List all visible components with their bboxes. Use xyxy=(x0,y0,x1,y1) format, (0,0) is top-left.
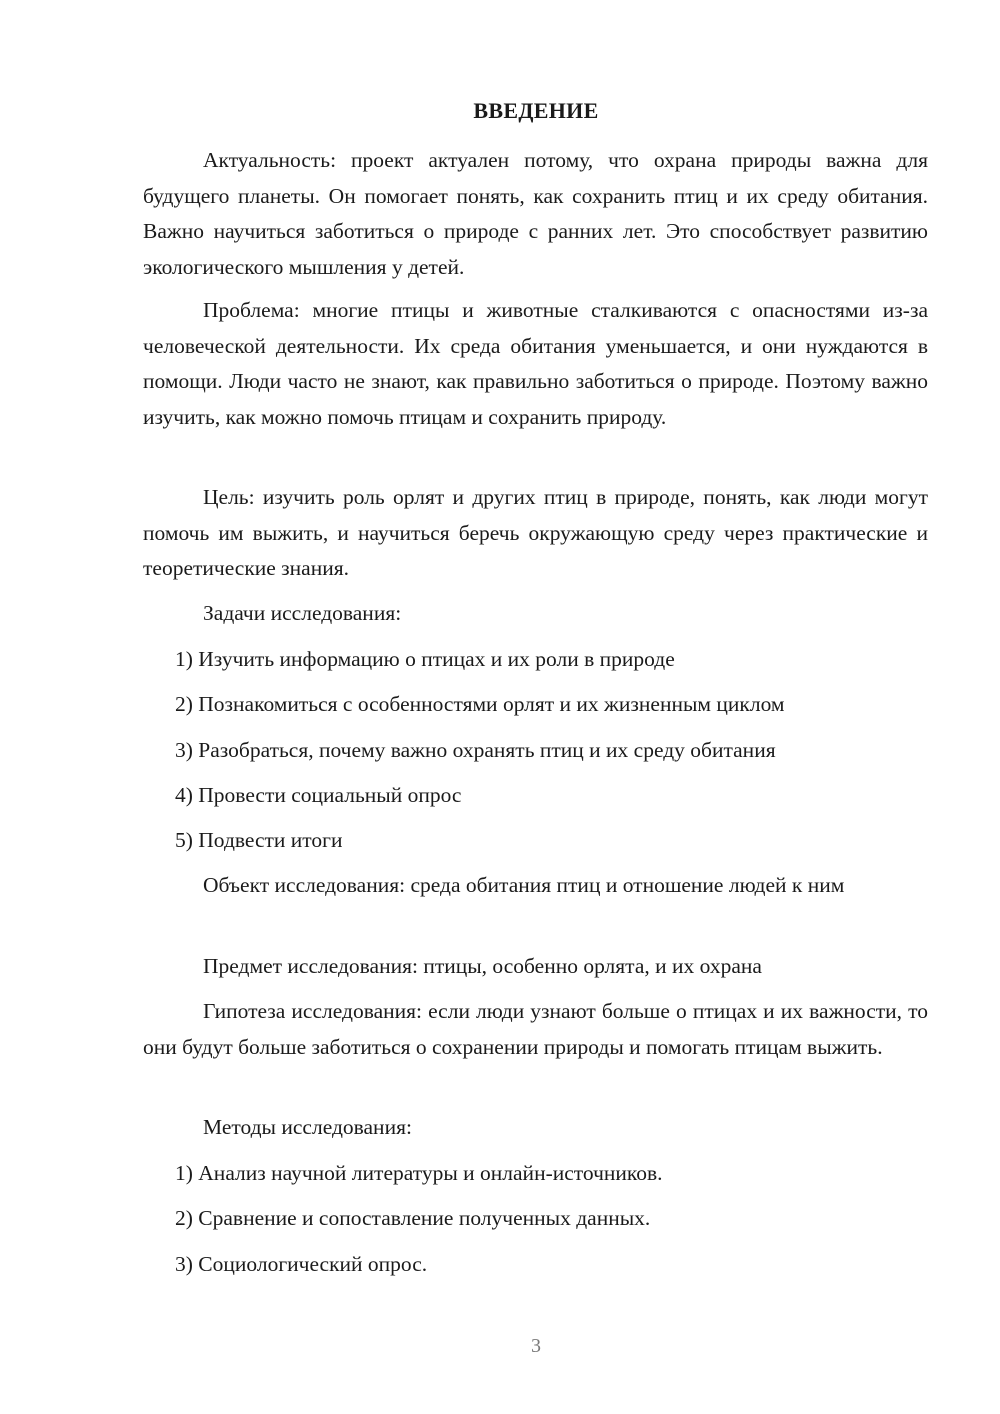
relevance-paragraph: Актуальность: проект актуален потому, что охрана природы важна для будущего планеты. Он помогает понять, как сохранить птиц и их среду обитания. Важно научиться заботиться о природе с ранних лет. Это способствует развитию экологического мышления у детей. xyxy=(143,148,928,279)
problem-paragraph: Проблема: многие птицы и животные сталкиваются с опасностями из-за человеческой деятельности. Их среда обитания уменьшается, и они нуждаются в помощи. Люди часто не знают, как правильно заботиться о природе. Поэтому важно изучить, как можно помочь птицам и сохранить природу. xyxy=(143,298,928,429)
task-item: 4) Провести социальный опрос xyxy=(175,783,462,807)
tasks-heading: Задачи исследования: xyxy=(203,601,402,625)
subject-paragraph: Предмет исследования: птицы, особенно орлята, и их охрана xyxy=(203,954,762,978)
goal-paragraph: Цель: изучить роль орлят и других птиц в природе, понять, как люди могут помочь им выжить, и научиться беречь окружающую среду через практические и теоретические знания. xyxy=(143,485,928,580)
method-item: 2) Сравнение и сопоставление полученных данных. xyxy=(175,1206,651,1230)
object-paragraph: Объект исследования: среда обитания птиц и отношение людей к ним xyxy=(203,873,845,897)
hypothesis-paragraph: Гипотеза исследования: если люди узнают больше о птицах и их важности, то они будут больше заботиться о сохранении природы и помогать птицам выжить. xyxy=(143,999,928,1059)
task-item: 5) Подвести итоги xyxy=(175,828,343,852)
task-item: 3) Разобраться, почему важно охранять птиц и их среду обитания xyxy=(175,738,776,762)
task-item: 2) Познакомиться с особенностями орлят и их жизненным циклом xyxy=(175,692,785,716)
page-number: 3 xyxy=(531,1335,541,1357)
page-title: ВВЕДЕНИЕ xyxy=(473,98,599,123)
method-item: 3) Социологический опрос. xyxy=(175,1252,428,1276)
method-item: 1) Анализ научной литературы и онлайн-источников. xyxy=(175,1161,663,1185)
methods-heading: Методы исследования: xyxy=(203,1115,412,1139)
task-item: 1) Изучить информацию о птицах и их роли в природе xyxy=(175,647,675,671)
